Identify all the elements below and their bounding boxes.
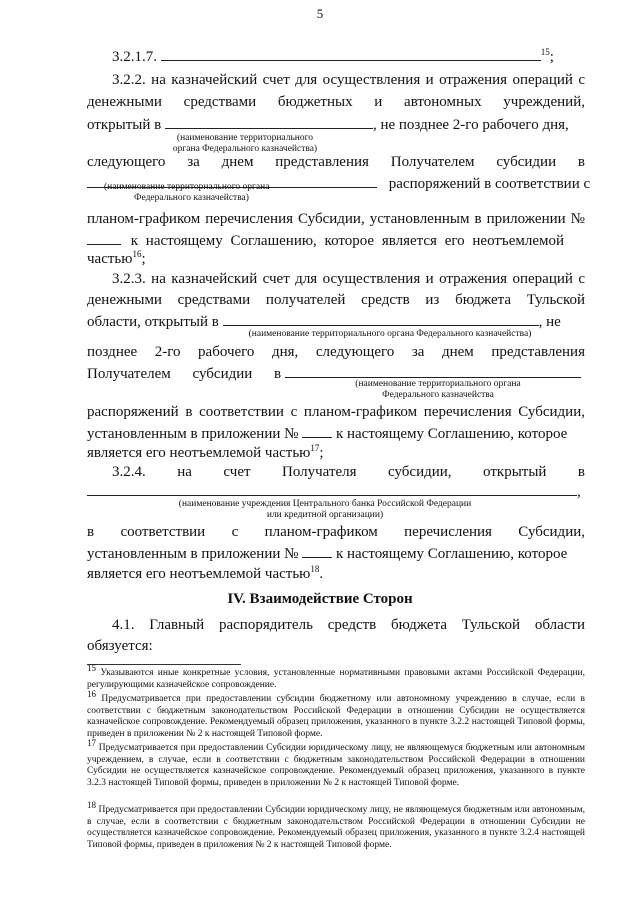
clause-3-2-2-line-8: частью$^{16}$; bbox=[87, 249, 146, 267]
blank-line bbox=[285, 364, 581, 378]
footnote-separator bbox=[87, 664, 241, 665]
footnote-ref-15: 15 bbox=[540, 47, 550, 57]
clause-3-2-3-line-7: установленным в приложении № к настоящему Соглашению, которое bbox=[87, 426, 568, 442]
blank-line bbox=[161, 47, 541, 61]
clause-4-1-line-2: обязуется: bbox=[87, 638, 153, 654]
footnote-ref-17: 17 bbox=[310, 443, 320, 453]
footnote-ref-18: 18 bbox=[310, 564, 320, 574]
clause-3-2-4-line-1: 3.2.4. на счет Получателя субсидии, открытый в bbox=[112, 464, 585, 480]
clause-3-2-3-line-3: области, открытый в , не bbox=[87, 314, 561, 330]
blank-line bbox=[302, 424, 332, 438]
blank-line bbox=[87, 231, 121, 245]
clause-3-2-4-line-4: установленным в приложении № к настоящему Соглашению, которое bbox=[87, 546, 568, 562]
clause-3-2-3-line-4: позднее 2-го рабочего дня, следующего за днем представления bbox=[87, 344, 585, 360]
footnote-16: $^{16}$ Предусматривается при предоставлении субсидии бюджетному или автономному учреждению в случае, если в соответствии с бюджетным законодательством Российской Федерации в отношении Субсидии не осуществляется казначейское сопровождение. Рекомендуемый образец приложения, указанного в пункте 3.2.2 настоящей Типовой формы, приведен в приложении № 2 к настоящей Типовой форме. bbox=[87, 689, 586, 739]
clause-3-2-2-line-3: открытый в , не позднее 2-го рабочего дня, bbox=[87, 117, 569, 133]
clause-3-2-4-line-3: в соответствии с планом-графиком перечисления Субсидии, bbox=[87, 524, 585, 540]
clause-3-2-2-line-6: планом-графиком перечисления Субсидии, установленным в приложении № bbox=[87, 211, 585, 227]
clause-3-2-2-line-5: распоряжений в соответствии с bbox=[87, 174, 585, 193]
footnote-15: $^{15}$ Указываются иные конкретные условия, установленные нормативными правовыми актами Российской Федерации, регулирующими казначейское сопровождение. bbox=[87, 663, 585, 690]
footnote-17: $^{17}$ Предусматривается при предоставлении Субсидии юридическому лицу, не являющемуся бюджетным или автономным учреждением, в случае, если в соответствии с бюджетным законодательством Российской Федерации в отношении Субсидии не осуществляется казначейское сопровождение. Рекомендуемый образец приложения, указанного в пункте 3.2.3 настоящей Типовой формы, приведен в приложении № 2 к настоящей Типовой форме. bbox=[87, 738, 585, 788]
section-title: IV. Взаимодействие Сторон bbox=[227, 591, 413, 607]
page-number: 5 bbox=[316, 6, 324, 21]
caption-territorial-body-2: (наименование территориального органа Федерального казначейства) bbox=[104, 182, 270, 203]
caption-territorial-body-3: (наименование территориального органа Федерального казначейства) bbox=[248, 329, 532, 339]
clause-3-2-2-line-2: денежными средствами бюджетных и автономных учреждений, bbox=[87, 94, 585, 110]
clause-3-2-3-line-6: распоряжений в соответствии с планом-графиком перечисления Субсидии, bbox=[87, 404, 585, 420]
footnote-18: $^{18}$ Предусматривается при предоставлении Субсидии юридическому лицу, не являющемуся бюджетным или автономным, в случае, если в соответствии с бюджетным законодательством Российской Федерации в отношении Субсидии не осуществляется казначейское сопровождение. Рекомендуемый образец приложения, указанного в пункте 3.2.4 настоящей Типовой формы, приведен в приложения № 2 к настоящей Типовой форме. bbox=[87, 800, 585, 850]
blank-line bbox=[165, 115, 373, 129]
caption-central-bank: (наименование учреждения Центрального банка Российской Федерации или кредитной организации) bbox=[178, 499, 472, 520]
blank-line bbox=[87, 482, 577, 496]
blank-line bbox=[302, 544, 332, 558]
clause-3-2-1-7: 3.2.1.7. $^{15}$; bbox=[112, 47, 554, 65]
clause-4-1-line-1: 4.1. Главный распорядитель средств бюджета Тульской области bbox=[112, 617, 585, 633]
clause-3-2-3-line-2: денежными средствами получателей средств из бюджета Тульской bbox=[87, 292, 585, 308]
clause-3-2-4-line-5: является его неотъемлемой частью$^{18}$. bbox=[87, 564, 324, 582]
caption-territorial-body: (наименование территориального органа Федерального казначейства) bbox=[172, 133, 318, 154]
clause-3-2-3-line-8: является его неотъемлемой частью$^{17}$; bbox=[87, 443, 324, 461]
clause-3-2-3-line-1: 3.2.3. на казначейский счет для осуществления и отражения операций с bbox=[112, 271, 585, 287]
blank-line bbox=[223, 312, 539, 326]
caption-territorial-body-4: (наименование территориального органа Федерального казначейства bbox=[355, 379, 521, 400]
clause-3-2-2-line-1: 3.2.2. на казначейский счет для осуществления и отражения операций с bbox=[112, 72, 585, 88]
clause-3-2-2-line-7: к настоящему Соглашению, которое является его неотъемлемой bbox=[87, 231, 585, 250]
clause-3-2-2-line-4: следующего за днем представления Получателем субсидии в bbox=[87, 154, 585, 170]
footnote-ref-16: 16 bbox=[132, 249, 142, 259]
clause-3-2-3-line-5: Получателем субсидии в bbox=[87, 364, 585, 383]
clause-3-2-4-line-2: , bbox=[87, 482, 585, 501]
